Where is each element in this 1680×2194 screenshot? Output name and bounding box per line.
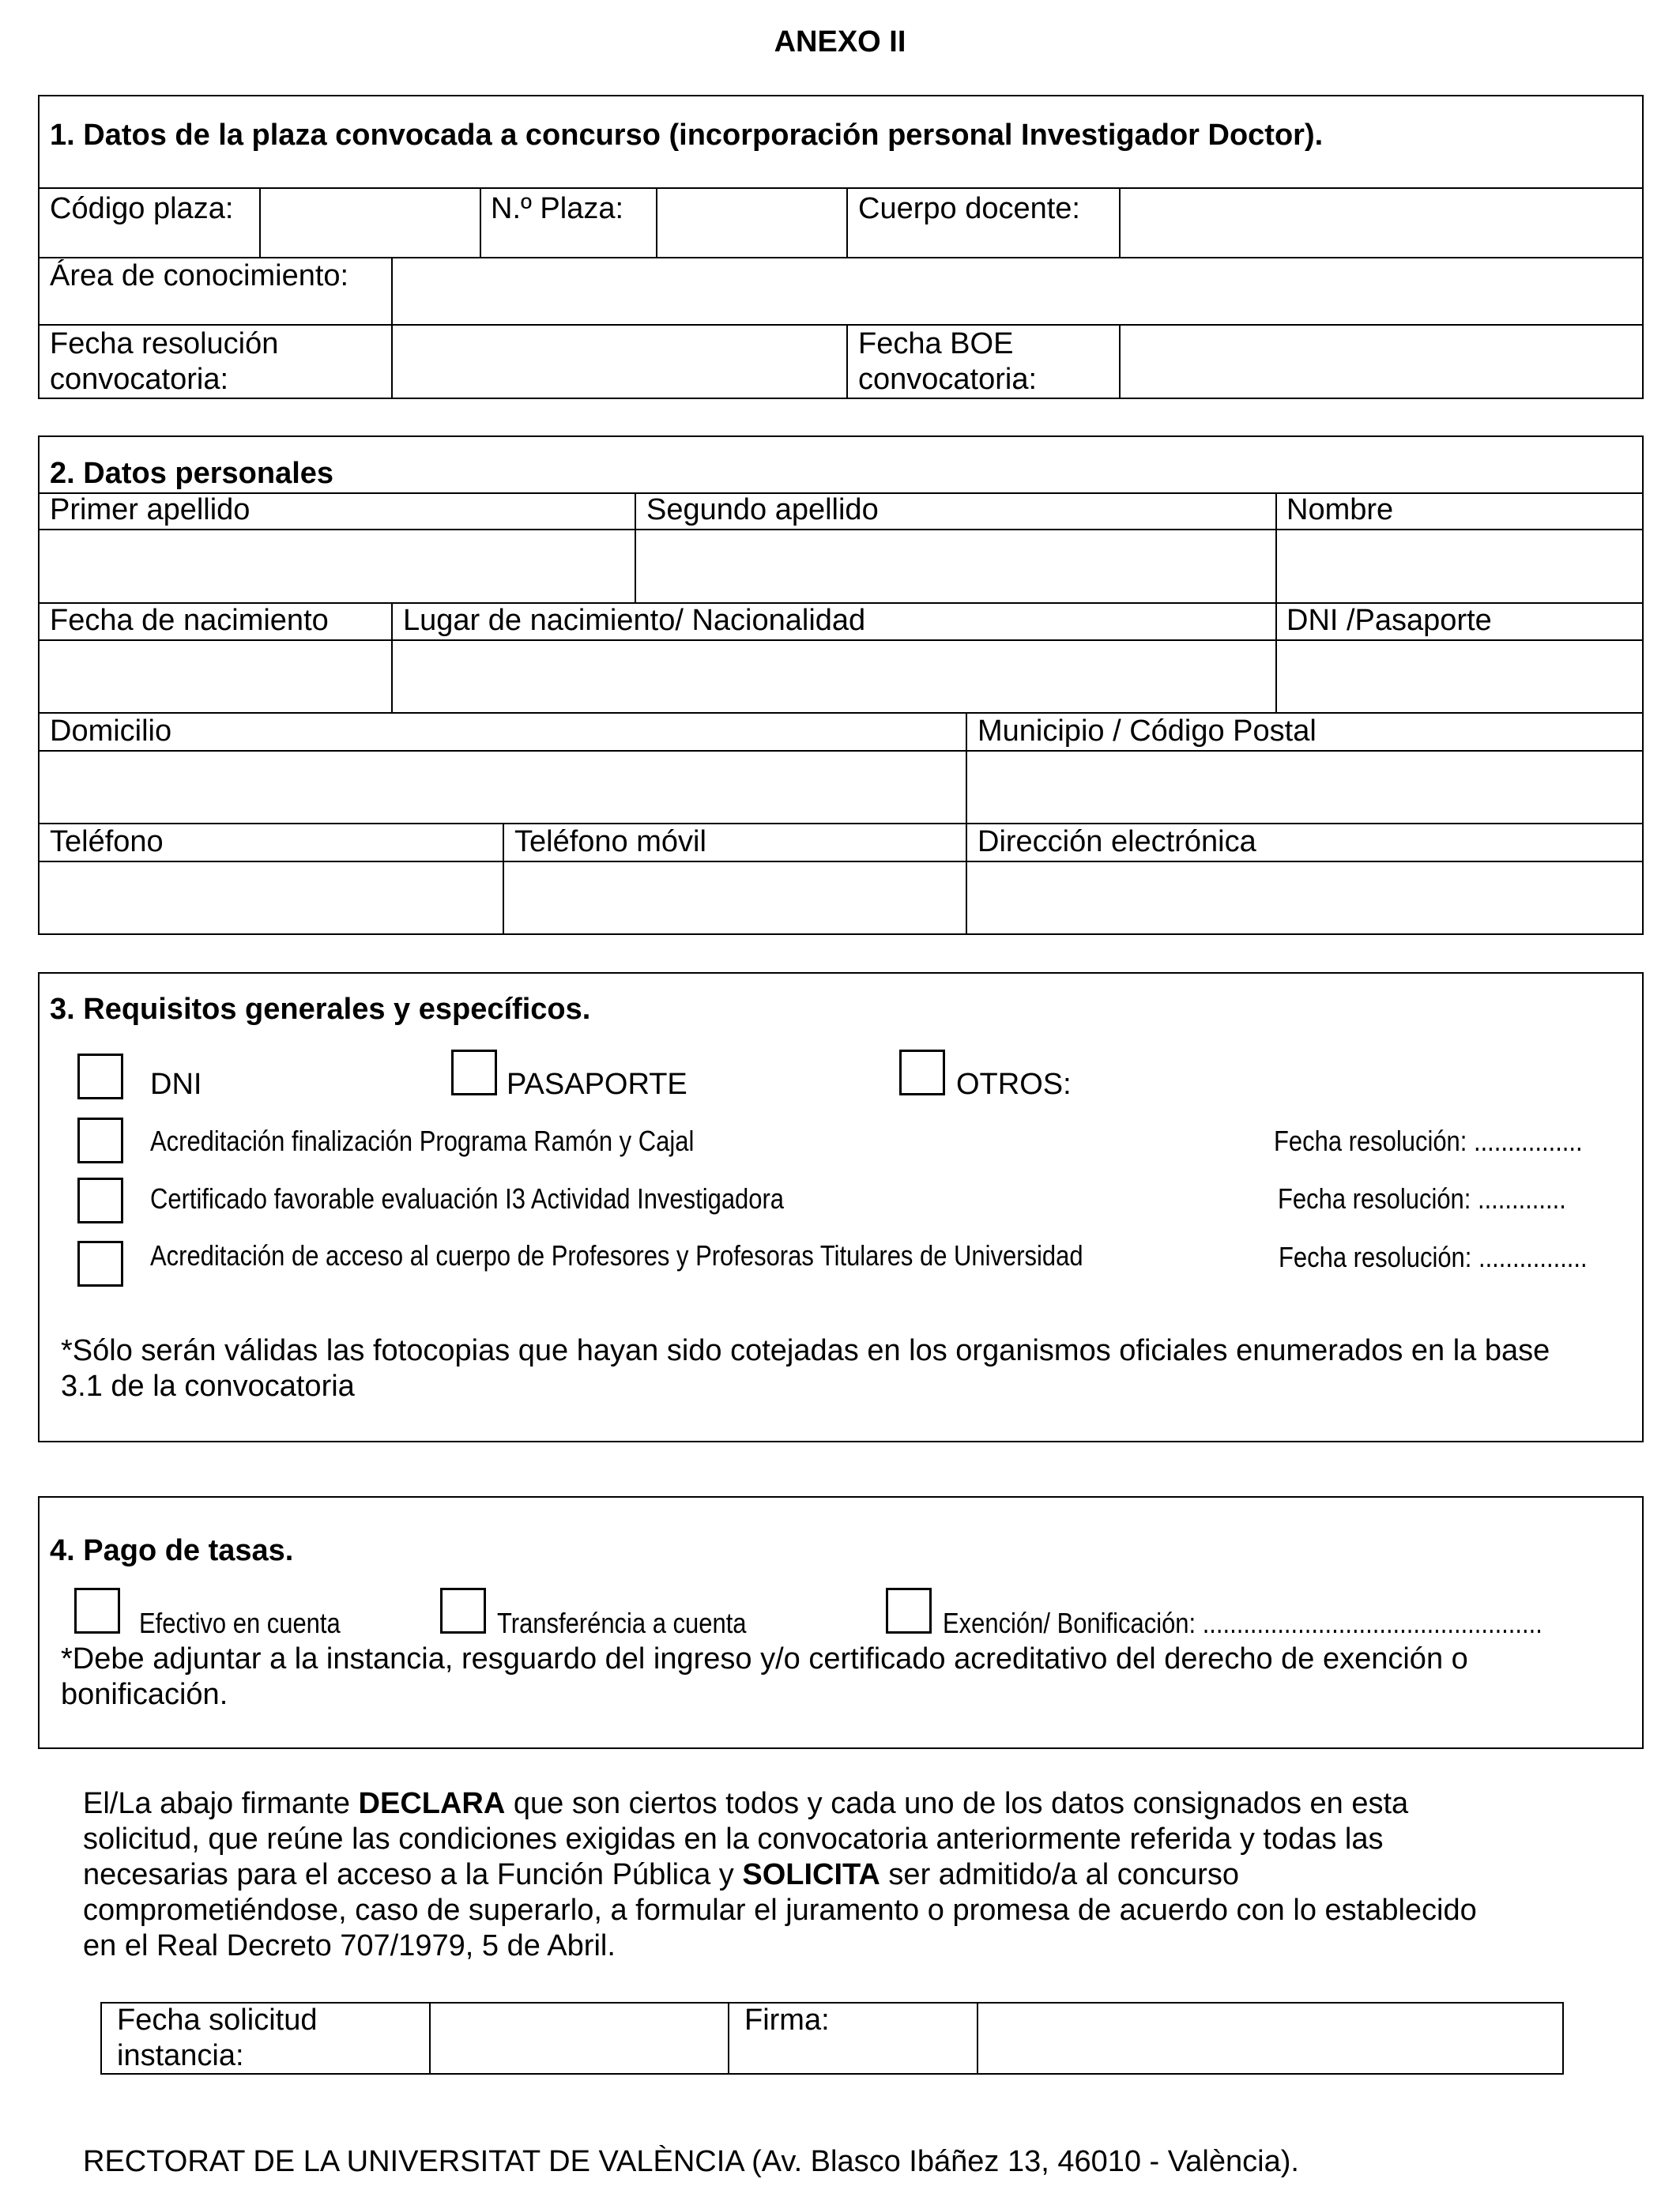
fecha-boe-label: Fecha BOE xyxy=(858,327,1014,360)
page-title: ANEXO II xyxy=(774,25,906,58)
municipio-label: Municipio / Código Postal xyxy=(977,714,1317,748)
pasaporte-label: PASAPORTE xyxy=(507,1068,687,1101)
dni-checkbox[interactable] xyxy=(77,1054,123,1099)
fecha-boe-field[interactable] xyxy=(1121,326,1642,398)
domicilio-label: Domicilio xyxy=(50,714,172,748)
area-conocimiento-field[interactable] xyxy=(393,258,1642,322)
cuerpo-docente-label: Cuerpo docente: xyxy=(858,192,1080,225)
exencion-label: Exención/ Bonificación: .................................................. xyxy=(943,1607,1543,1639)
dni-pasaporte-label: DNI /Pasaporte xyxy=(1286,604,1492,637)
lugar-nacimiento-field[interactable] xyxy=(393,641,1274,711)
firma-field[interactable] xyxy=(978,2004,1562,2073)
otros-checkbox[interactable] xyxy=(899,1050,945,1095)
fecha-solicitud-label: Fecha solicitud xyxy=(117,2004,318,2037)
fecha-boe-label-2: convocatoria: xyxy=(858,363,1038,396)
primer-apellido-label: Primer apellido xyxy=(50,493,250,526)
acreditacion-titulares-fecha: Fecha resolución: ................ xyxy=(1279,1241,1588,1273)
fecha-solicitud-field[interactable] xyxy=(431,2004,726,2073)
fecha-solicitud-label-2: instancia: xyxy=(117,2039,244,2072)
acreditacion-titulares-label: Acreditación de acceso al cuerpo de Profesores y Profesoras Titulares de Universidad xyxy=(150,1239,1083,1272)
section-3-note: *Sólo serán válidas las fotocopias que hayan sido cotejadas en los organismos oficiales enumerados en la base xyxy=(61,1334,1550,1367)
ramon-y-cajal-checkbox[interactable] xyxy=(77,1118,123,1163)
segundo-apellido-label: Segundo apellido xyxy=(646,493,879,526)
section-3-note-2: 3.1 de la convocatoria xyxy=(61,1370,355,1403)
codigo-plaza-field[interactable] xyxy=(261,189,478,255)
ramon-y-cajal-fecha: Fecha resolución: ................ xyxy=(1274,1125,1583,1157)
ramon-y-cajal-label: Acreditación finalización Programa Ramón y Cajal xyxy=(150,1125,695,1157)
codigo-plaza-label: Código plaza: xyxy=(50,192,234,225)
dni-label: DNI xyxy=(150,1068,202,1101)
segundo-apellido-field[interactable] xyxy=(636,530,1274,601)
area-conocimiento-label: Área de conocimiento: xyxy=(50,259,349,292)
i3-fecha: Fecha resolución: ............. xyxy=(1278,1182,1566,1215)
i3-label: Certificado favorable evaluación I3 Actividad Investigadora xyxy=(150,1182,785,1215)
direccion-electronica-label: Dirección electrónica xyxy=(977,825,1256,858)
nombre-field[interactable] xyxy=(1277,530,1642,601)
municipio-field[interactable] xyxy=(967,752,1642,821)
acreditacion-titulares-checkbox[interactable] xyxy=(77,1241,123,1287)
section-4-heading: 4. Pago de tasas. xyxy=(50,1534,294,1567)
fecha-resolucion-field[interactable] xyxy=(393,326,845,398)
telefono-field[interactable] xyxy=(40,862,501,933)
domicilio-field[interactable] xyxy=(40,752,964,821)
otros-label: OTROS: xyxy=(956,1068,1072,1101)
cuerpo-docente-field[interactable] xyxy=(1121,189,1642,255)
fecha-resolucion-label-2: convocatoria: xyxy=(50,363,229,396)
declaration-paragraph xyxy=(83,1786,1517,1964)
lugar-nacimiento-label: Lugar de nacimiento/ Nacionalidad xyxy=(403,604,866,637)
telefono-movil-field[interactable] xyxy=(504,862,964,933)
dni-pasaporte-field[interactable] xyxy=(1277,641,1642,711)
n-plaza-label: N.º Plaza: xyxy=(491,192,624,225)
footer-address: RECTORAT DE LA UNIVERSITAT DE VALÈNCIA (Av. Blasco Ibáñez 13, 46010 - València). xyxy=(83,2145,1299,2178)
firma-label: Firma: xyxy=(744,2004,830,2037)
fecha-resolucion-label: Fecha resolución xyxy=(50,327,279,360)
declaration-line-3: necesarias para el acceso a la Función Pública y SOLICITA ser admitido/a al concurso xyxy=(83,1858,1239,1891)
section-4-note-2: bonificación. xyxy=(61,1678,228,1711)
section-2-heading: 2. Datos personales xyxy=(50,457,334,490)
section-4-note: *Debe adjuntar a la instancia, resguardo del ingreso y/o certificado acreditativo del derecho de exención o xyxy=(61,1642,1468,1676)
section-3-heading: 3. Requisitos generales y específicos. xyxy=(50,993,591,1026)
pasaporte-checkbox[interactable] xyxy=(451,1050,497,1095)
efectivo-checkbox[interactable] xyxy=(74,1588,120,1634)
declara-keyword: DECLARA xyxy=(358,1787,506,1820)
telefono-label: Teléfono xyxy=(50,825,164,858)
primer-apellido-field[interactable] xyxy=(40,530,633,601)
efectivo-label: Efectivo en cuenta xyxy=(139,1607,341,1639)
fecha-nacimiento-label: Fecha de nacimiento xyxy=(50,604,329,637)
transferencia-label: Transferéncia a cuenta xyxy=(497,1607,747,1639)
solicita-keyword: SOLICITA xyxy=(742,1858,880,1891)
fecha-nacimiento-field[interactable] xyxy=(40,641,390,711)
declaration-line-5: en el Real Decreto 707/1979, 5 de Abril. xyxy=(83,1929,616,1962)
transferencia-checkbox[interactable] xyxy=(440,1588,486,1634)
declaration-line-1: El/La abajo firmante DECLARA que son ciertos todos y cada uno de los datos consignados en esta xyxy=(83,1787,1409,1820)
declaration-line-4: comprometiéndose, caso de superarlo, a formular el juramento o promesa de acuerdo con lo establecido xyxy=(83,1894,1477,1927)
telefono-movil-label: Teléfono móvil xyxy=(514,825,706,858)
section-1-heading: 1. Datos de la plaza convocada a concurso (incorporación personal Investigador Doctor). xyxy=(50,119,1324,152)
n-plaza-field[interactable] xyxy=(657,189,845,255)
exencion-checkbox[interactable] xyxy=(886,1588,932,1634)
direccion-electronica-field[interactable] xyxy=(967,862,1642,933)
i3-checkbox[interactable] xyxy=(77,1178,123,1223)
nombre-label: Nombre xyxy=(1286,493,1394,526)
declaration-line-2: solicitud, que reúne las condiciones exigidas en la convocatoria anteriormente referida y todas las xyxy=(83,1823,1384,1856)
